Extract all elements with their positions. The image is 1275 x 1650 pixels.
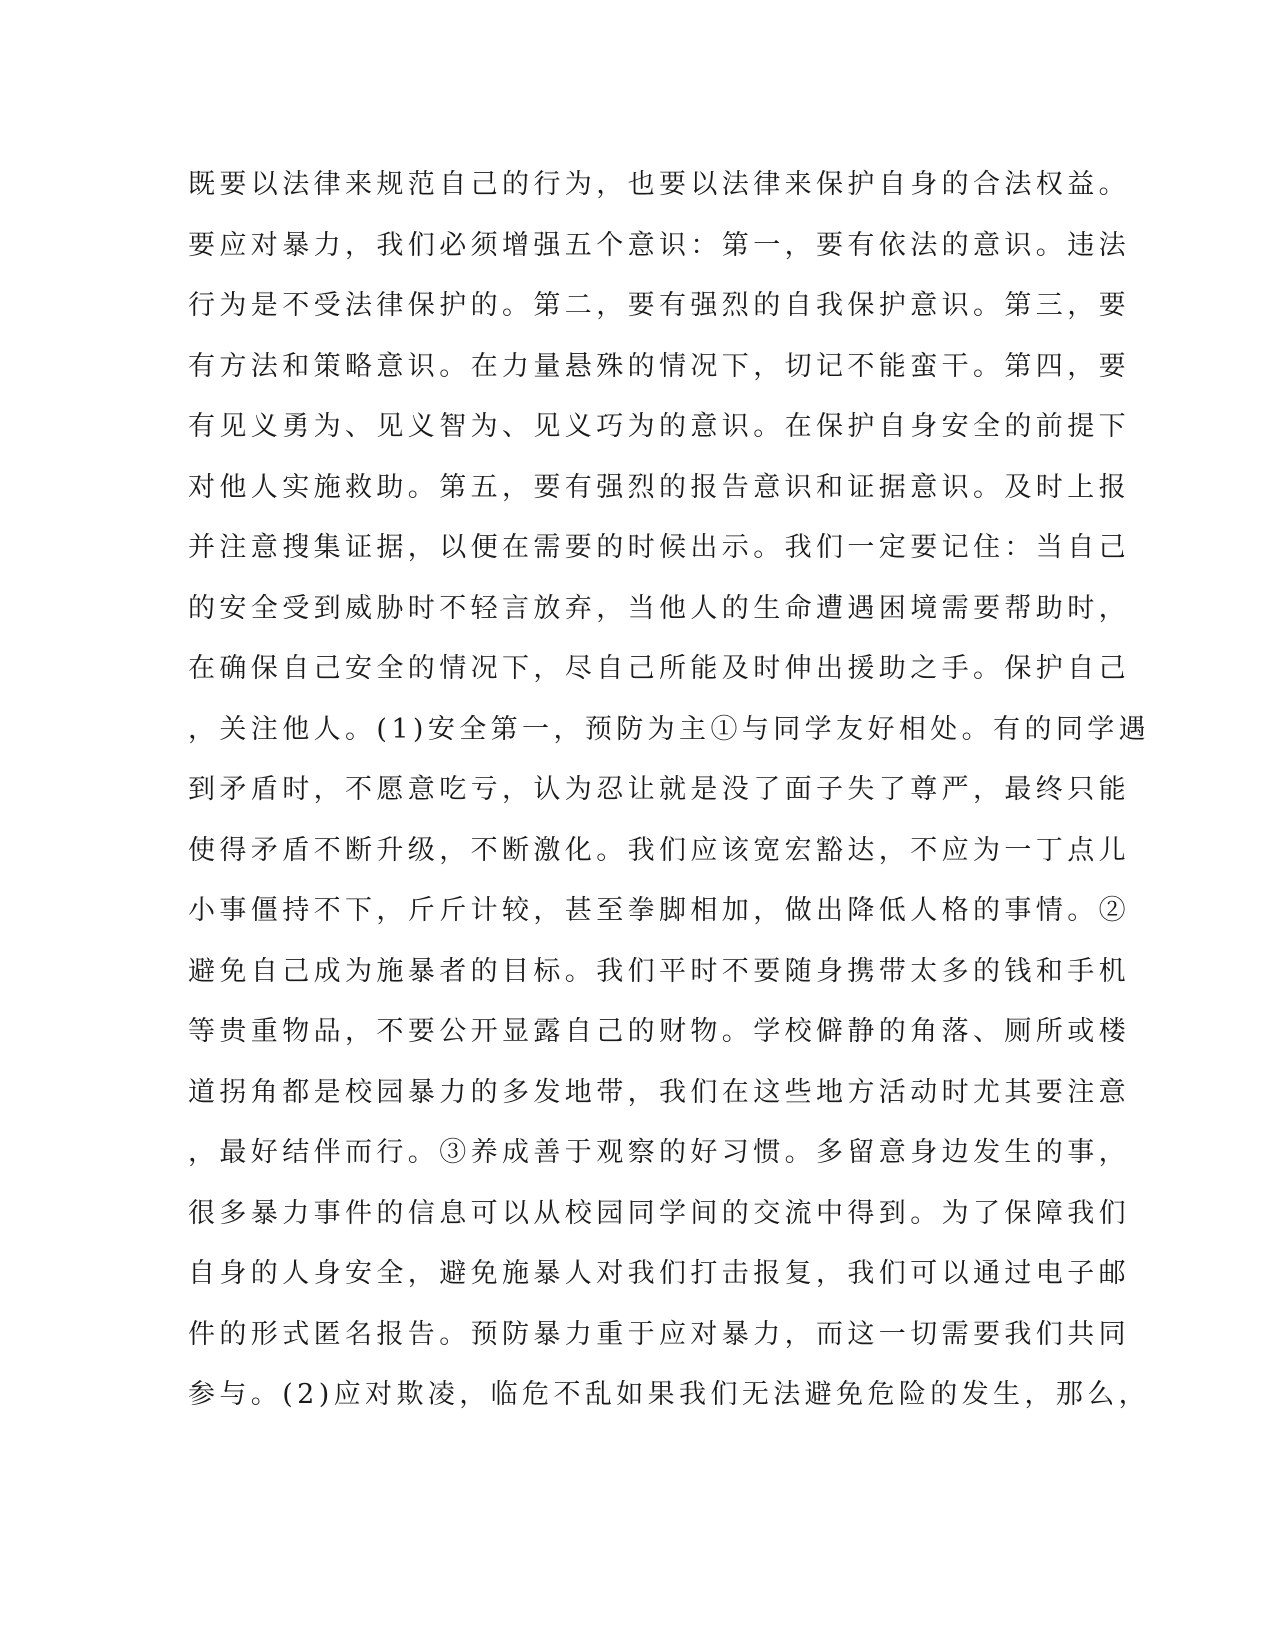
text-line: 有方法和策略意识。在力量悬殊的情况下，切记不能蛮干。第四，要 <box>188 350 1130 382</box>
text-line: 既要以法律来规范自己的行为，也要以法律来保护自身的合法权益。 <box>188 169 1130 200</box>
text-line: 要应对暴力，我们必须增强五个意识：第一，要有依法的意识。违法 <box>188 229 1130 261</box>
text-line: 对他人实施救助。第五，要有强烈的报告意识和证据意识。及时上报 <box>188 471 1130 503</box>
text-line: 参与。(2)应对欺凌，临危不乱如果我们无法避免危险的发生，那么， <box>188 1379 1151 1410</box>
text-line: 在确保自己安全的情况下，尽自己所能及时伸出援助之手。保护自己 <box>188 653 1130 684</box>
text-line: 件的形式匿名报告。预防暴力重于应对暴力，而这一切需要我们共同 <box>188 1318 1130 1350</box>
text-line: 很多暴力事件的信息可以从校园同学间的交流中得到。为了保障我们 <box>188 1197 1130 1229</box>
text-line: 道拐角都是校园暴力的多发地带，我们在这些地方活动时尤其要注意 <box>188 1076 1130 1108</box>
text-line: ，关注他人。(1)安全第一，预防为主①与同学友好相处。有的同学遇 <box>188 713 1151 745</box>
text-line: 自身的人身安全，避免施暴人对我们打击报复，我们可以通过电子邮 <box>188 1258 1130 1289</box>
text-line: 避免自己成为施暴者的目标。我们平时不要随身携带太多的钱和手机 <box>188 955 1130 987</box>
body-text <box>188 155 1151 1426</box>
text-line: 到矛盾时，不愿意吃亏，认为忍让就是没了面子失了尊严，最终只能 <box>188 774 1130 805</box>
text-line: 等贵重物品，不要公开显露自己的财物。学校僻静的角落、厕所或楼 <box>188 1016 1130 1047</box>
text-line: ，最好结伴而行。③养成善于观察的好习惯。多留意身边发生的事， <box>188 1137 1130 1168</box>
text-line: 使得矛盾不断升级，不断激化。我们应该宽宏豁达，不应为一丁点儿 <box>188 834 1130 866</box>
text-line: 小事僵持不下，斤斤计较，甚至拳脚相加，做出降低人格的事情。② <box>188 895 1130 926</box>
text-line: 的安全受到威胁时不轻言放弃，当他人的生命遭遇困境需要帮助时， <box>188 592 1130 624</box>
text-line: 行为是不受法律保护的。第二，要有强烈的自我保护意识。第三，要 <box>188 290 1130 321</box>
text-line: 有见义勇为、见义智为、见义巧为的意识。在保护自身安全的前提下 <box>188 411 1130 442</box>
text-line: 并注意搜集证据，以便在需要的时候出示。我们一定要记住：当自己 <box>188 532 1130 563</box>
